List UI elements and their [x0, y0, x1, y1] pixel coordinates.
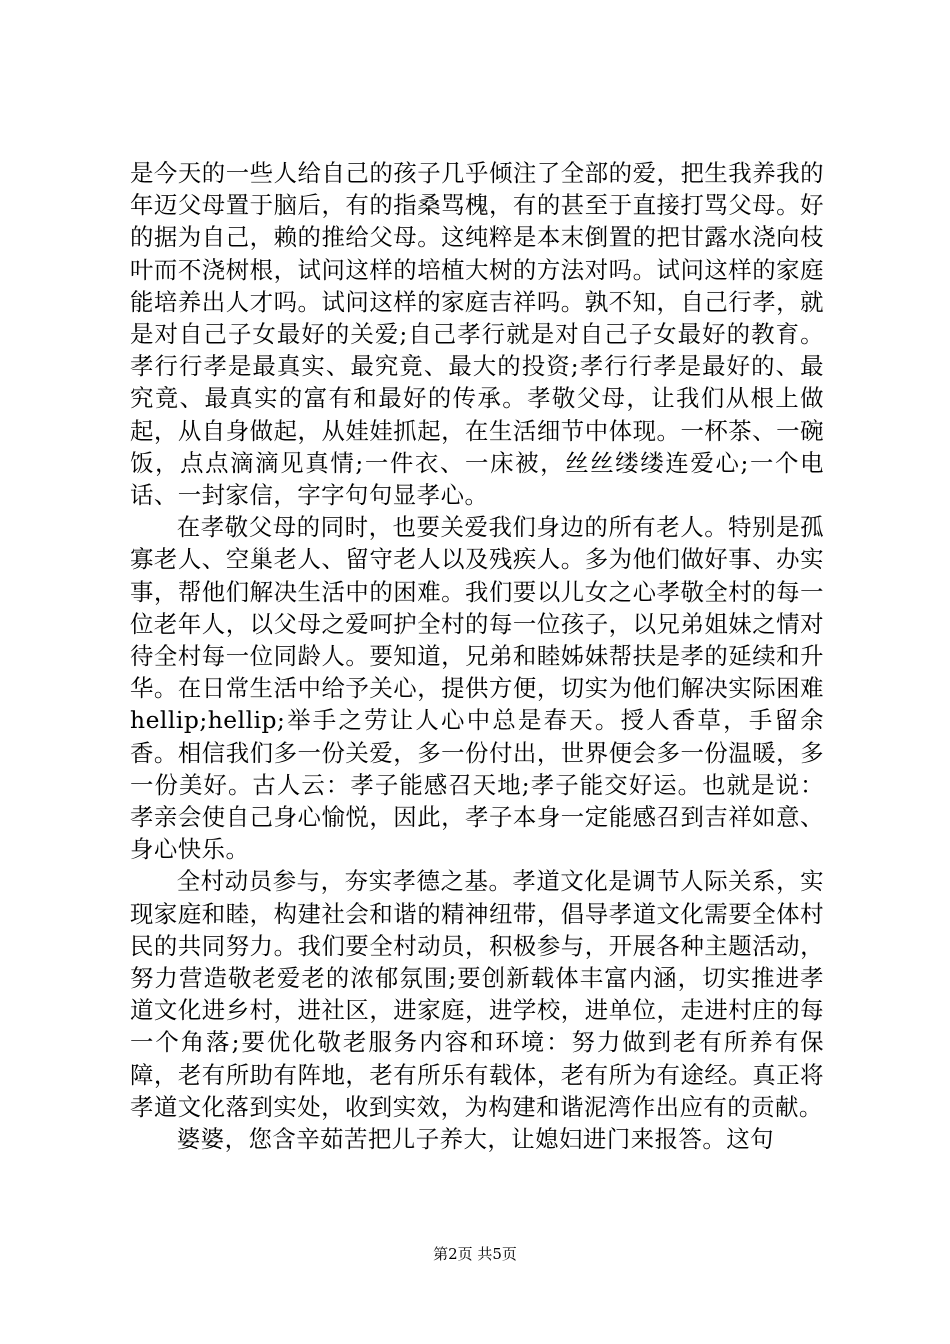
paragraph-4: 婆婆，您含辛茹苦把儿子养大，让媳妇进门来报答。这句 — [176, 1125, 775, 1154]
paragraph-1: 是今天的一些人给自己的孩子几乎倾注了全部的爱，把生我养我的年迈父母置于脑后，有的指桑骂槐，有的甚至于直接打骂父母。好的据为自己，赖的推给父母。这纯粹是本末倒置的把甘露水浇向枝叶而不浇树根，试问这样的培植大树的方法对吗。试问这样的家庭能培养出人才吗。试问这样的家庭吉祥吗。孰不知，自己行孝，就是对自己子女最好的关爱;自己孝行就是对自己子女最好的教育。孝行行孝是最真实、最究竟、最大的投资;孝行行孝是最好的、最究竟、最真实的富有和最好的传承。孝敬父母，让我们从根上做起，从自身做起，从娃娃抓起，在生活细节中体现。一杯茶、一碗饭，点点滴滴见真情;一件衣、一床被，丝丝缕缕连爱心;一个电话、一封家信，字字句句显孝心。 — [130, 159, 824, 510]
paragraph-3: 全村动员参与，夯实孝德之基。孝道文化是调节人际关系，实现家庭和睦，构建社会和谐的精神纽带，倡导孝道文化需要全体村民的共同努力。我们要全村动员，积极参与，开展各种主题活动，努力营造敬老爱老的浓郁氛围;要创新载体丰富内涵，切实推进孝道文化进乡村，进社区，进家庭，进学校，进单位，走进村庄的每一个角落;要优化敬老服务内容和环境：努力做到老有所养有保障，老有所助有阵地，老有所乐有载体，老有所为有途经。真正将孝道文化落到实处，收到实效，为构建和谐泥湾作出应有的贡献。 — [130, 867, 824, 1121]
paragraph-2: 在孝敬父母的同时，也要关爱我们身边的所有老人。特别是孤寡老人、空巢老人、留守老人以及残疾人。多为他们做好事、办实事，帮他们解决生活中的困难。我们要以儿女之心孝敬全村的每一位老年人，以父母之爱呵护全村的每一位孩子，以兄弟姐妹之情对待全村每一位同龄人。要知道，兄弟和睦姊妹帮扶是孝的延续和升华。在日常生活中给予关心，提供方便，切实为他们解决实际困难hellip;hellip;举手之劳让人心中总是春天。授人香草，手留余香。相信我们多一份关爱，多一份付出，世界便会多一份温暖，多一份美好。古人云：孝子能感召天地;孝子能交好运。也就是说：孝亲会使自己身心愉悦，因此，孝子本身一定能感召到吉祥如意、身心快乐。 — [130, 513, 824, 864]
body-text — [130, 157, 824, 1155]
page-footer: 第2页 共5页 — [433, 1245, 517, 1263]
